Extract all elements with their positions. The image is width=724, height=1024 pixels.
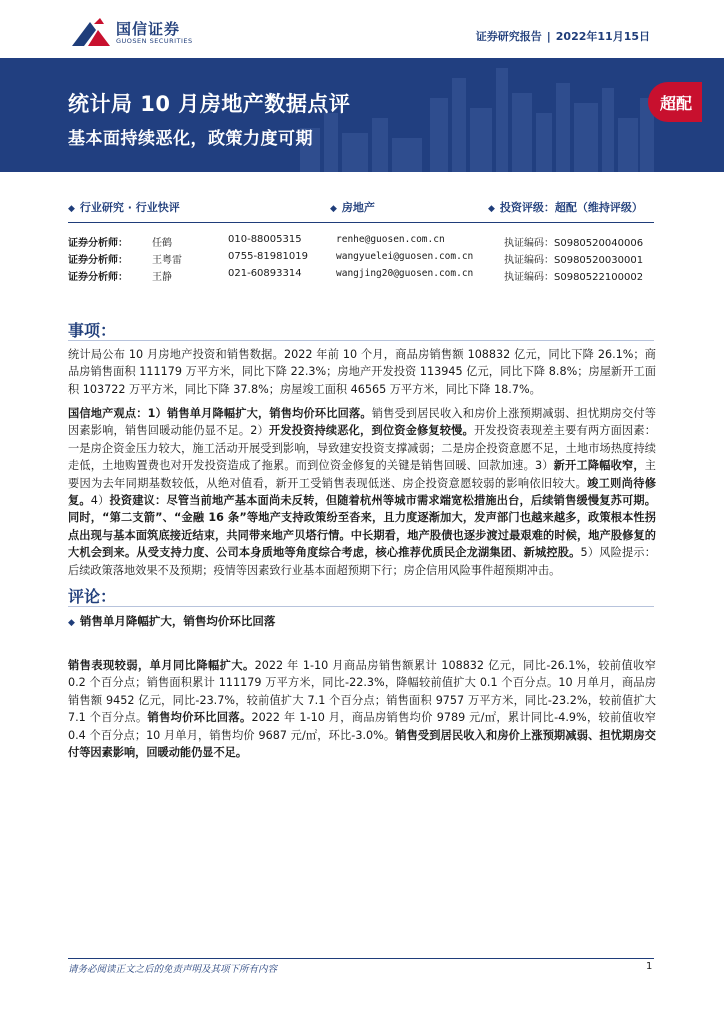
analyst-role: 证券分析师： <box>68 255 128 266</box>
info-bar <box>68 197 654 217</box>
comment-segment: 2022 年 1-10 月商品房销售额累计 108832 亿元，同比-26.1%，较前值收窄 0.2 个百分点；销售面积累计 111179 万平方米，同比-22.3%，降幅较前值扩大 0.1 个百分点。10 月单月，商品房销售额 9452 亿元，同比-23.7%，较前值扩大 7.1 个百分点；销售面积 9757 万平方米，同比-23.2%，较前值扩大 7.1 个百分点。 <box>68 659 656 725</box>
diamond-bullet-icon: ◆ <box>68 618 75 628</box>
meta-separator: | <box>546 30 551 43</box>
divider <box>68 222 654 223</box>
logo-mark-icon <box>70 16 112 50</box>
analyst-row <box>68 251 668 265</box>
industry-label: 房地产 <box>341 201 375 214</box>
analyst-row <box>68 268 668 282</box>
report-subtitle: 基本面持续恶化，政策力度可期 <box>68 129 313 149</box>
analyst-email[interactable]: renhe@guosen.com.cn <box>336 234 445 245</box>
category-item <box>68 199 180 215</box>
analyst-name: 任鹤 <box>152 238 172 249</box>
section-divider <box>68 606 654 607</box>
disclaimer-note: 请务必阅读正文之后的免责声明及其项下所有内容 <box>68 964 278 975</box>
viewpoint-segment: 5）风险提示：后续政策落地效果不及预期；疫情等因素致行业基本面超预期下行；房企信用风险事件超预期冲击。 <box>68 546 656 577</box>
analyst-role: 证券分析师： <box>68 238 128 249</box>
logo-text-cn: 国信证券 <box>116 20 181 38</box>
viewpoint-segment: 竣工则尚待修复。 <box>68 476 656 508</box>
analyst-phone: 021-60893314 <box>228 268 302 279</box>
viewpoint-segment: 开发投资表现差主要有两方面因素：一是房企资金压力较大，施工活动开展受到影响，导致建安投资支撑减弱；二是房企投资意愿不足，土地市场热度持续走低，土地购置费也对开发投资造成了拖累。而到位资金修复的关键是销售回暖、回款加速。3） <box>68 424 656 473</box>
analyst-cert: 执证编码：S0980522100002 <box>504 272 644 283</box>
comment-segment: 2022 年 1-10 月，商品房销售均价 9789 元/㎡，累计同比-4.9%，较前值收窄 0.4 个百分点；10 月单月，销售均价 9687 元/㎡，环比-3.0%。 <box>68 711 656 742</box>
investment-rating-label: 投资评级：超配（维持评级） <box>499 201 643 214</box>
events-paragraph: 统计局公布 10 月房地产投资和销售数据。2022 年前 10 个月，商品房销售额 108832 亿元，同比下降 26.1%；商品房销售面积 111179 万平方米，同比下降 22.3%；房地产开发投资 113945 亿元，同比下降 8.8%；房屋新开工面积 103722 万平方米，同比下降 37.8%；房屋竣工面积 46565 万平方米，同比下降 18.7%。 <box>68 348 656 396</box>
analyst-role: 证券分析师： <box>68 272 128 283</box>
viewpoint-segment: 主要因为去年同期基数较低，从绝对值看，新开工受销售表现低迷、房企投资意愿较弱的影响依旧较大。 <box>68 459 656 490</box>
rating-badge-label: 超配 <box>660 94 693 113</box>
report-date: 2022年11月15日 <box>555 30 650 43</box>
diamond-bullet-icon: ◆ <box>330 204 337 214</box>
section-divider <box>68 340 654 341</box>
investment-rating-item <box>488 199 643 215</box>
analyst-name: 王静 <box>152 272 172 283</box>
analyst-email[interactable]: wangjing20@guosen.com.cn <box>336 268 474 279</box>
analyst-cert: 执证编码：S0980520030001 <box>504 255 644 266</box>
title-banner <box>0 58 724 172</box>
industry-item <box>330 199 375 215</box>
analyst-email[interactable]: wangyuelei@guosen.com.cn <box>336 251 474 262</box>
viewpoint-segment: 国信地产观点：1）销售单月降幅扩大，销售均价环比回落。 <box>68 407 372 420</box>
comment-segment: 销售均价环比回落。 <box>147 711 252 725</box>
logo-text-en: GUOSEN SECURITIES <box>116 37 193 45</box>
analyst-cert: 执证编码：S0980520040006 <box>504 238 644 249</box>
viewpoint-segment: 开发投资持续恶化，到位资金修复较慢。 <box>268 424 474 438</box>
category-label: 行业研究 · 行业快评 <box>79 201 180 214</box>
comment-segment: 销售受到居民收入和房价上涨预期减弱、担忧期房交付等因素影响，回暖动能仍显不足。 <box>68 728 656 760</box>
page-number: 1 <box>646 961 653 972</box>
viewpoint-segment: 4） <box>90 494 110 508</box>
analyst-phone: 010-88005315 <box>228 234 302 245</box>
analyst-row <box>68 234 668 248</box>
top-header <box>0 0 724 58</box>
viewpoint-paragraph <box>68 405 656 579</box>
viewpoint-segment: 新开工降幅收窄， <box>553 459 645 473</box>
rating-badge <box>648 82 702 122</box>
analyst-phone: 0755-81981019 <box>228 251 308 262</box>
comment-segment: 销售表现较弱，单月同比降幅扩大。 <box>68 659 255 672</box>
events-heading: 事项： <box>68 321 117 340</box>
report-type: 证券研究报告 <box>475 30 542 43</box>
report-title: 统计局 10 月房地产数据点评 <box>68 92 351 116</box>
comment-paragraph <box>68 657 656 761</box>
diamond-bullet-icon: ◆ <box>68 204 75 214</box>
viewpoint-segment: 销售受到居民收入和房价上涨预期减弱、担忧期房交付等因素影响，销售回暖动能仍显不足。2） <box>68 407 656 438</box>
diamond-bullet-icon: ◆ <box>488 204 495 214</box>
footer-divider <box>68 958 654 959</box>
guosen-logo[interactable] <box>70 16 210 50</box>
comment-subheading <box>68 613 275 629</box>
viewpoint-segment: 投资建议：尽管当前地产基本面尚未反转，但随着杭州等城市需求端宽松措施出台，后续销售缓慢复苏可期。同时，“第二支箭”、“金融 16 条”等地产支持政策纷至沓来，且力度逐渐加大，发声部门也越来越多，政策根本性拐点出现与基本面筑底接近结束，共同带来地产贝塔行情。中长期看，地产股债也逐步渡过最艰难的时候，地产股修复的大机会到来。从受支持力度、公司本身质地等角度综合考虑，核心推荐优质民企龙湖集团、新城控股。 <box>68 494 656 560</box>
comment-heading: 评论： <box>68 587 117 606</box>
analyst-name: 王粤雷 <box>152 255 182 266</box>
report-meta <box>476 28 650 44</box>
comment-subheading-text: 销售单月降幅扩大，销售均价环比回落 <box>79 614 276 628</box>
